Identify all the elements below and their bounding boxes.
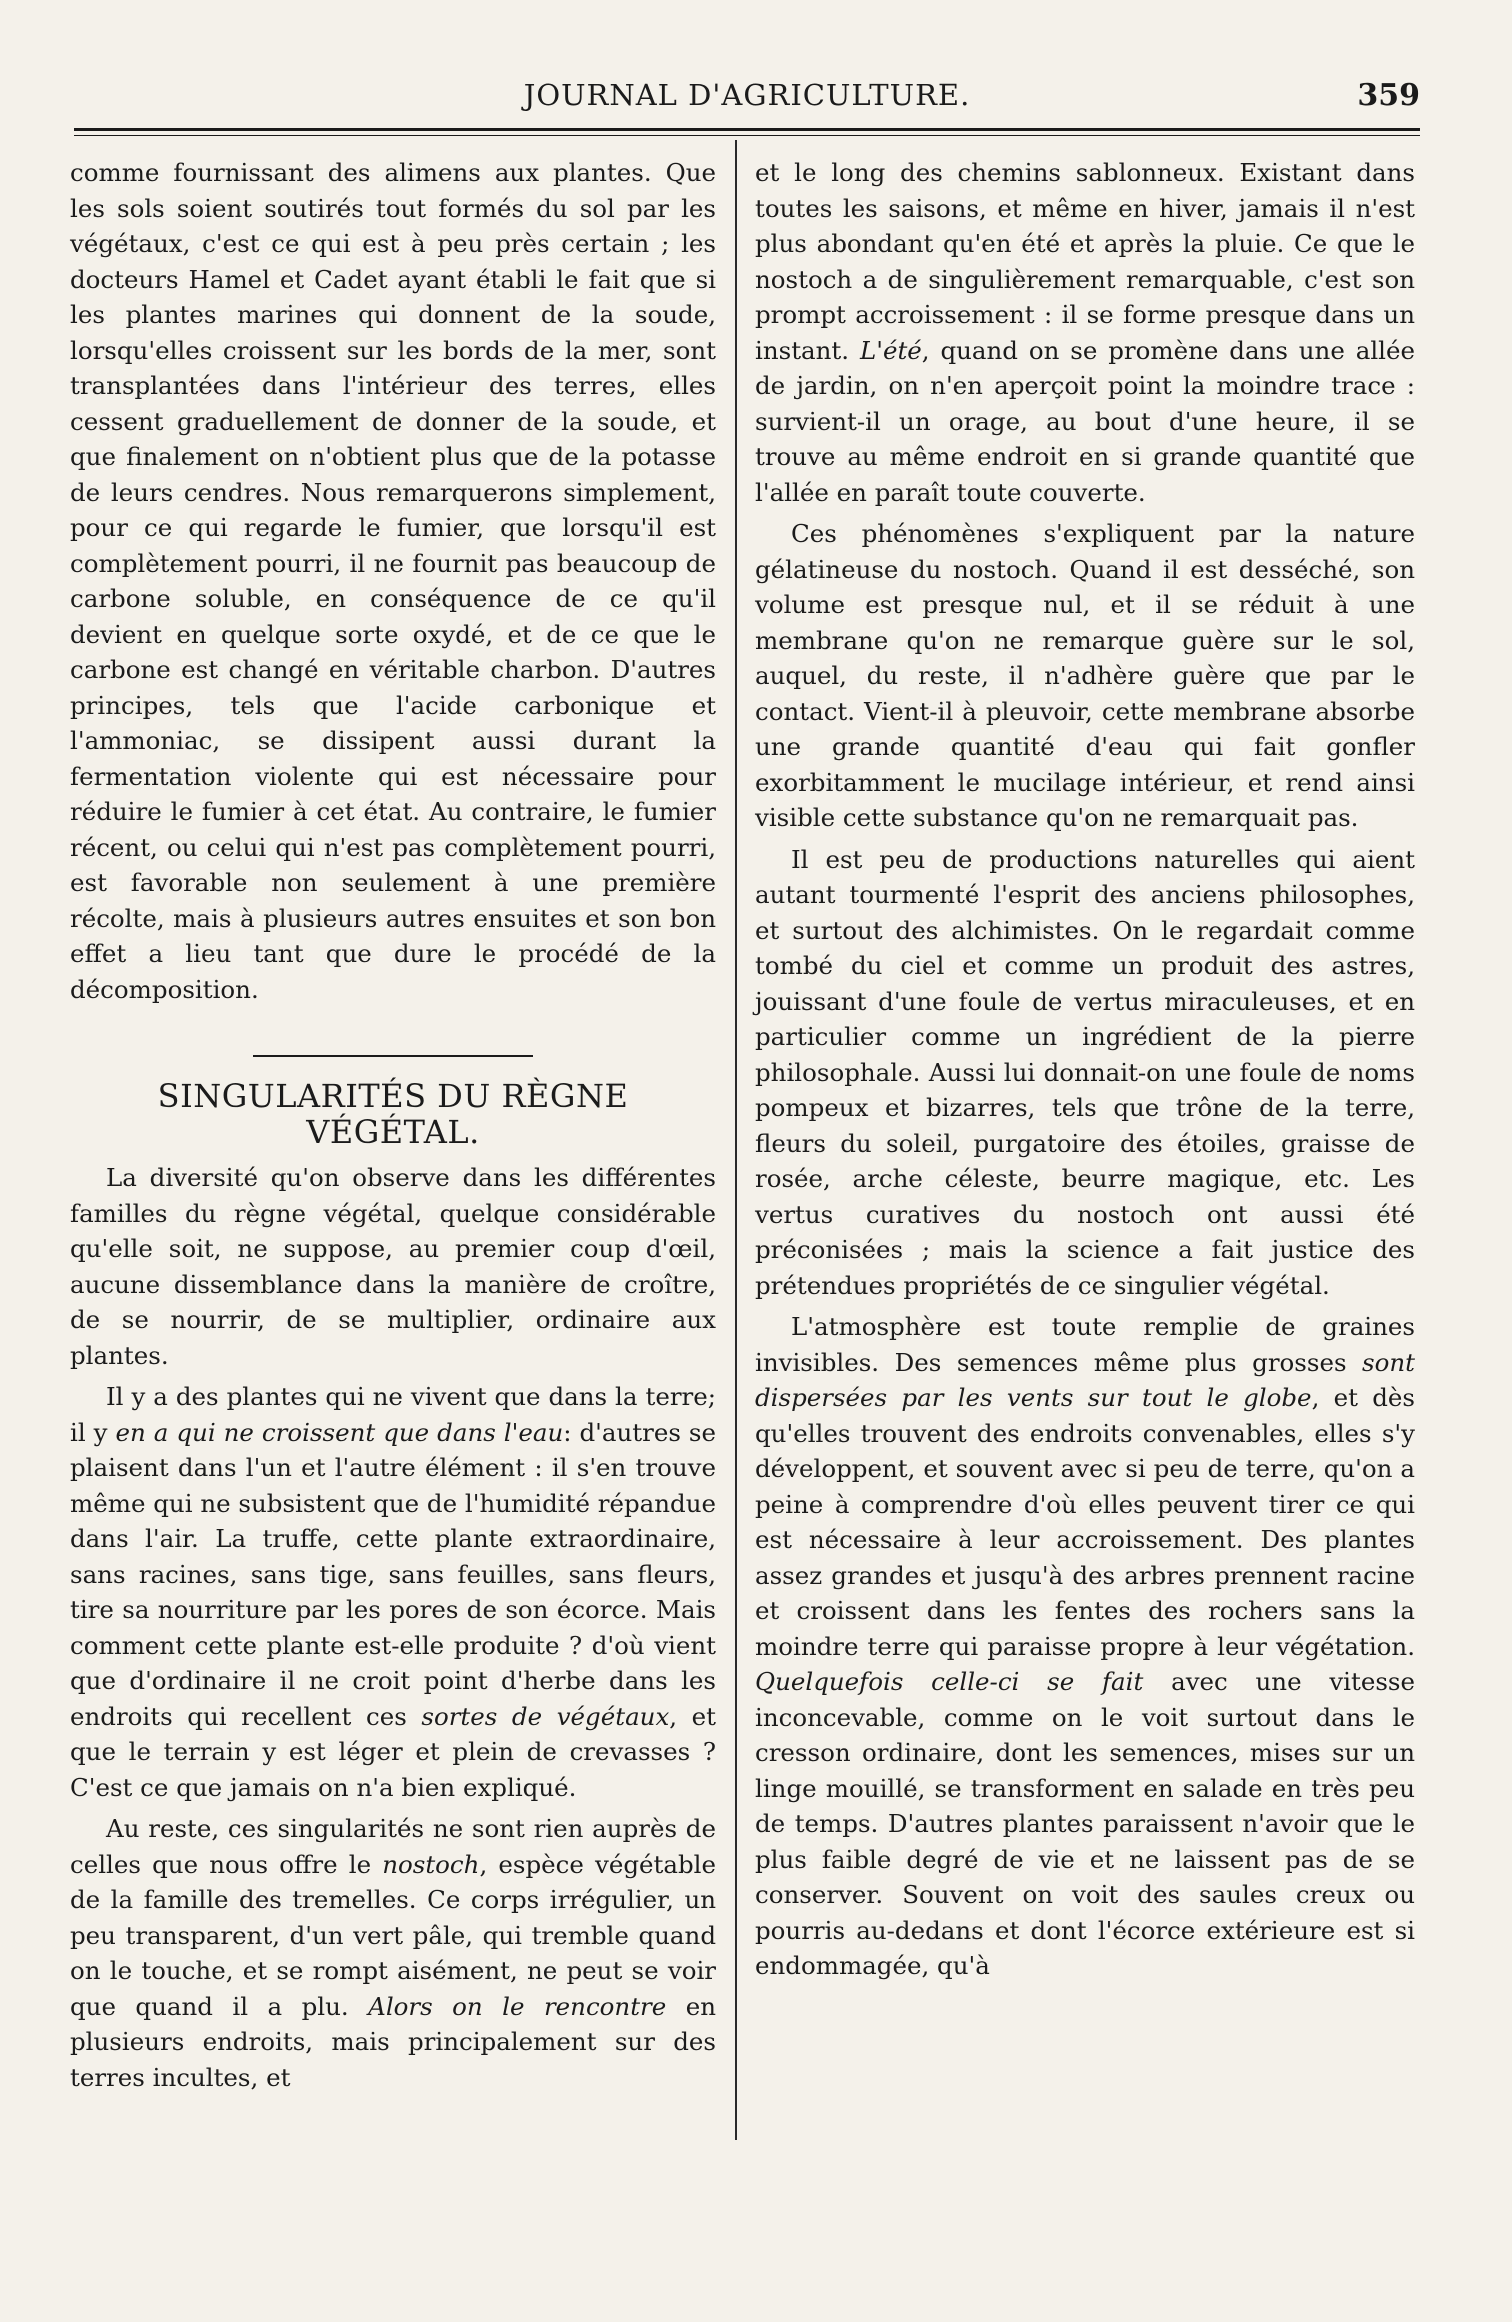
italic-run: sont dispersées par les vents sur tout le globe — [755, 1347, 1415, 1412]
text-run: Il y a des plantes qui ne vivent que dans la terre; il y — [70, 1382, 716, 1447]
right-paragraph: Ces phénomènes s'expliquent par la nature gélatineuse du nostoch. Quand il est desséché, son volume est presque nul, et il se réduit à une membrane qu'on ne remarque guère sur le sol, auquel, du reste, il n'adhère guère que par le contact. Vient-il à pleuvoir, cette membrane absorbe une grande quantité d'eau qui fait gonfler exorbitamment le mucilage intérieur, et rend ainsi visible cette substance qu'on ne remarquait pas. — [755, 519, 1415, 832]
left-paragraph — [70, 1379, 716, 1805]
text-run: en plusieurs endroits, mais principalement sur des terres incultes, et — [70, 1991, 717, 2092]
italic-run: sortes de végétaux — [421, 1701, 670, 1731]
italic-run: Alors on le rencontre — [368, 1991, 667, 2021]
right-paragraph: Il est peu de productions naturelles qui aient autant tourmenté l'esprit des anciens philosophes, et surtout des alchimistes. On le regardait comme tombé du ciel et comme un produit des astres, jouissant d'une foule de vertus miraculeuses, et en particulier comme un ingrédient de la pierre philosophale. Aussi lui donnait-on une foule de noms pompeux et bizarres, tels que trône de la terre, fleurs du soleil, purgatoire des étoiles, graisse de rosée, arche céleste, beurre magique, etc. Les vertus curatives du nostoch ont aussi été préconisées ; mais la science a fait justice des prétendues propriétés de ce singulier végétal. — [755, 844, 1415, 1300]
text-run: , et dès qu'elles trouvent des endroits convenables, elles s'y développent, et souvent avec si peu de terre, qu'on a peine à comprendre d'où elles peuvent tirer ce qui est nécessaire à leur accroissement. Des plantes assez grandes et jusqu'à des arbres prennent racine et croissent dans les fentes des rochers sans la moindre terre qui paraisse propre à leur végétation. — [755, 1383, 1415, 1661]
text-run: avec une vitesse inconcevable, comme on le voit surtout dans le cresson ordinaire, dont les semences, mises sur un linge mouillé, se transforment en salade en très peu de temps. D'autres plantes paraissent n'avoir que le plus faible degré de vie et ne laissent pas de se conserver. Souvent on voit des saules creux ou pourris au-dedans et dont l'écorce extérieure est si endommagée, qu'à — [755, 1667, 1415, 1980]
text-run: , quand on se promène dans une allée de jardin, on n'en aperçoit point la moindre trace : survient-il un orage, au bout d'une heure, il se trouve au même endroit en si grande quantité que l'allée en paraît toute couverte. — [755, 335, 1415, 507]
page-number: 359 — [1357, 78, 1420, 113]
header-rule-thick — [74, 128, 1420, 131]
left-paragraph-continued: comme fournissant des alimens aux plantes. Que les sols soient soutirés tout formés du sol par les végétaux, c'est ce qui est à peu près certain ; les docteurs Hamel et Cadet ayant établi le fait que si les plantes marines qui donnent de la soude, lorsqu'elles croissent sur les bords de la mer, sont transplantées dans l'intérieur des terres, elles cessent graduellement de donner de la soude, et que finalement on n'obtient plus que de la potasse de leurs cendres. Nous remarquerons simplement, pour ce qui regarde le fumier, que lorsqu'il est complètement pourri, il ne fournit pas beaucoup de carbone soluble, en conséquence de ce qu'il devient en quelque sorte oxydé, et de ce que le carbone est changé en véritable charbon. D'autres principes, tels que l'acide carbonique et l'ammoniac, se dissipent aussi durant la fermentation violente qui est nécessaire pour réduire le fumier à cet état. Au contraire, le fumier récent, ou celui qui n'est pas complètement pourri, est favorable non seulement à une première récolte, mais à plusieurs autres ensuites et son bon effet a lieu tant que dure le procédé de la décomposition. — [70, 158, 716, 1004]
right-paragraph — [755, 1309, 1415, 1984]
italic-run: Quelquefois celle-ci se fait — [755, 1667, 1144, 1696]
page-header — [74, 72, 1420, 124]
text-run: et le long des chemins sablonneux. Existant dans toutes les saisons, et même en hiver, jamais il n'est plus abondant qu'en été et après la pluie. Ce que le nostoch a de singulièrement remarquable, c'est son prompt accroissement : il se forme presque dans un instant. — [755, 158, 1415, 365]
left-paragraph — [70, 1811, 716, 2095]
italic-run: en a qui ne croissent que dans l'eau — [115, 1417, 564, 1447]
text-run: L'atmosphère est toute remplie de graines invisibles. Des semences même plus grosses — [755, 1312, 1415, 1377]
text-run: , espèce végétable de la famille des tremelles. Ce corps irrégulier, un peu transparent, d'un vert pâle, qui tremble quand on le touche, et se rompt aisément, ne peut se voir que quand il a plu. — [70, 1849, 716, 2021]
section-divider — [253, 1055, 533, 1057]
text-run: : d'autres se plaisent dans l'un et l'autre élément : il s'en trouve même qui ne subsistent que de l'humidité répandue dans l'air. La truffe, cette plante extraordinaire, sans racines, sans tige, sans feuilles, sans fleurs, tire sa nourriture par les pores de son écorce. Mais comment cette plante est-elle produite ? d'où vient que d'ordinaire il ne croit point d'herbe dans les endroits qui recellent ces — [70, 1417, 716, 1731]
running-title: JOURNAL D'AGRICULTURE. — [523, 78, 971, 112]
italic-run: nostoch — [382, 1849, 480, 1879]
text-run: , et que le terrain y est léger et plein de crevasses ? C'est ce que jamais on n'a bien expliqué. — [70, 1701, 717, 1802]
column-separator — [735, 140, 737, 2140]
section-heading: SINGULARITÉS DU RÈGNE VÉGÉTAL. — [157, 1077, 629, 1151]
text-run: Au reste, ces singularités ne sont rien auprès de celles que nous offre le — [70, 1814, 716, 1879]
left-paragraph: La diversité qu'on observe dans les différentes familles du règne végétal, quelque considérable qu'elle soit, ne suppose, au premier coup d'œil, aucune dissemblance dans la manière de croître, de se nourrir, de se multiplier, ordinaire aux plantes. — [70, 1163, 716, 1370]
header-rule-thin — [74, 135, 1420, 136]
italic-run: L'été — [859, 335, 922, 365]
right-column — [755, 155, 1415, 1984]
left-column — [70, 155, 716, 2095]
right-paragraph-continued — [755, 155, 1415, 510]
